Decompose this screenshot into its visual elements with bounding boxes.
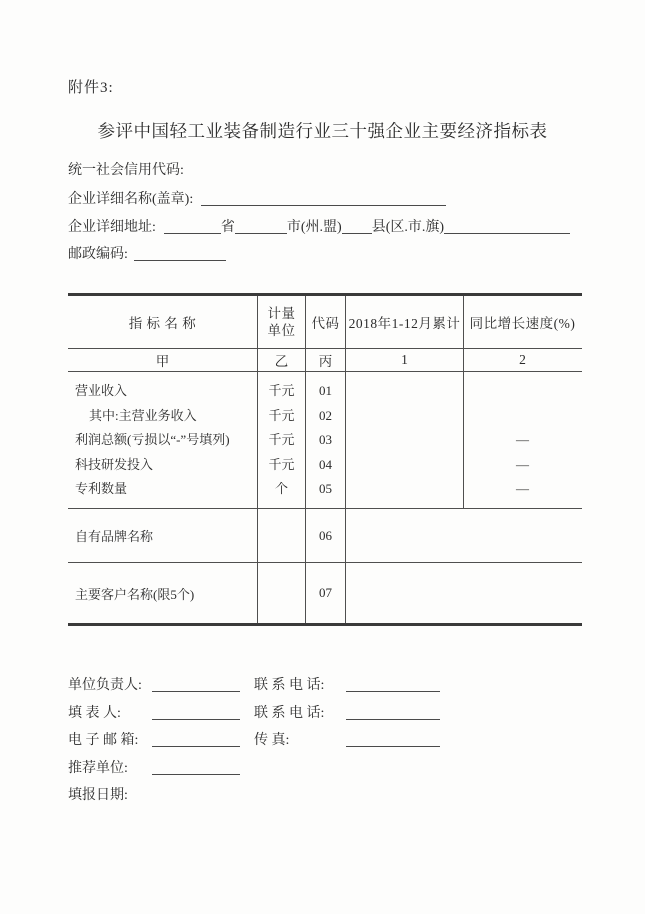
credit-code-line <box>68 159 184 179</box>
city-suffix: 市(州.盟) <box>286 220 342 235</box>
unit-head-label: 单位负责人: <box>68 678 142 693</box>
cumulative-value <box>346 404 463 429</box>
code-cell-jia: 甲 <box>155 354 170 369</box>
code-column <box>305 372 345 508</box>
header-cumulative: 2018年1-12月累计 <box>345 296 463 348</box>
main-customers-row <box>68 562 582 623</box>
code-value: 01 <box>319 383 332 398</box>
code-value: 05 <box>319 481 332 497</box>
growth-value <box>464 379 581 404</box>
code-value: 02 <box>319 407 332 423</box>
table-code-row <box>68 348 582 371</box>
indicator-name-column <box>68 372 257 508</box>
unit-column <box>257 372 305 508</box>
unit-head-phone-blank <box>346 677 440 692</box>
attachment-label: 附件3: <box>68 80 114 96</box>
unit-head-blank <box>152 677 240 692</box>
indicator-name: 营业收入 <box>75 383 128 398</box>
brand-row-label: 自有品牌名称 <box>75 529 154 544</box>
contact-block <box>68 672 440 810</box>
postal-code-line <box>68 243 226 263</box>
header-code: 代码 <box>305 296 345 348</box>
recommender-line <box>68 755 440 783</box>
code-value: 03 <box>319 432 332 448</box>
province-suffix: 省 <box>220 220 235 235</box>
header-unit: 计量单位 <box>257 296 305 348</box>
table-header-row <box>68 296 582 348</box>
table-data-block <box>68 371 582 508</box>
email-line <box>68 727 440 755</box>
recommender-label: 推荐单位: <box>68 760 128 776</box>
indicators-table <box>68 293 582 626</box>
cumulative-value <box>346 453 463 478</box>
code-cell-yi: 乙 <box>257 349 305 371</box>
growth-dash: — <box>516 481 529 497</box>
code-cell-1: 1 <box>345 349 463 371</box>
cumulative-value <box>346 428 463 453</box>
indicator-name: 利润总额(亏损以“-”号填列) <box>75 432 230 448</box>
company-name-line <box>68 188 446 208</box>
code-value: 04 <box>319 456 332 472</box>
code-cell-bing: 丙 <box>305 349 345 371</box>
cumulative-value <box>346 379 463 404</box>
fill-date-label: 填报日期: <box>68 788 128 804</box>
postal-code-label: 邮政编码: <box>68 247 128 262</box>
cumulative-value <box>346 477 463 502</box>
brand-row-code: 06 <box>305 509 345 562</box>
unit-value: 千元 <box>268 456 295 472</box>
street-blank <box>444 219 570 234</box>
fill-date-line <box>68 782 440 810</box>
form-filler-label: 填 表 人: <box>68 705 121 721</box>
brand-row-value <box>345 509 581 562</box>
email-blank <box>152 732 240 747</box>
unit-head-phone-label: 联 系 电 话: <box>254 678 325 693</box>
unit-value: 千元 <box>268 383 295 398</box>
email-label: 电 子 邮 箱: <box>68 733 139 749</box>
recommender-blank <box>152 760 240 775</box>
county-suffix: 县(区.市.旗) <box>371 220 445 235</box>
growth-dash: — <box>516 456 529 472</box>
credit-code-label: 统一社会信用代码: <box>68 163 184 178</box>
customer-row-value <box>345 563 581 623</box>
address-label: 企业详细地址: <box>68 220 156 235</box>
growth-value <box>464 404 581 429</box>
header-indicator-name: 指 标 名 称 <box>128 316 197 331</box>
form-filler-line <box>68 700 440 728</box>
cumulative-column <box>345 372 463 508</box>
company-address-line <box>68 216 570 236</box>
code-cell-2: 2 <box>463 349 581 371</box>
page-title: 参评中国轻工业装备制造行业三十强企业主要经济指标表 <box>97 121 548 141</box>
form-filler-phone-label: 联 系 电 话: <box>254 705 325 721</box>
growth-column <box>463 372 581 508</box>
form-filler-phone-blank <box>346 705 440 720</box>
city-blank <box>235 219 287 234</box>
county-blank <box>342 219 372 234</box>
indicator-name: 其中:主营业务收入 <box>89 407 197 423</box>
customer-row-code: 07 <box>305 563 345 623</box>
province-blank <box>164 219 221 234</box>
company-name-label: 企业详细名称(盖章): <box>68 192 194 207</box>
unit-value: 个 <box>274 481 288 497</box>
company-name-blank <box>201 191 446 206</box>
indicator-name: 科技研发投入 <box>75 456 154 472</box>
header-growth: 同比增长速度(%) <box>463 296 581 348</box>
form-filler-blank <box>152 705 240 720</box>
unit-value: 千元 <box>268 432 295 448</box>
unit-head-line <box>68 672 440 700</box>
growth-dash: — <box>516 432 529 448</box>
fax-label: 传 真: <box>254 733 290 749</box>
indicator-name: 专利数量 <box>75 481 128 497</box>
unit-value: 千元 <box>268 407 295 423</box>
brand-name-row <box>68 508 582 562</box>
postal-code-blank <box>134 246 226 261</box>
brand-row-unit <box>257 509 305 562</box>
customer-row-unit <box>257 563 305 623</box>
customer-row-label: 主要客户名称(限5个) <box>75 586 195 602</box>
fax-blank <box>346 732 440 747</box>
